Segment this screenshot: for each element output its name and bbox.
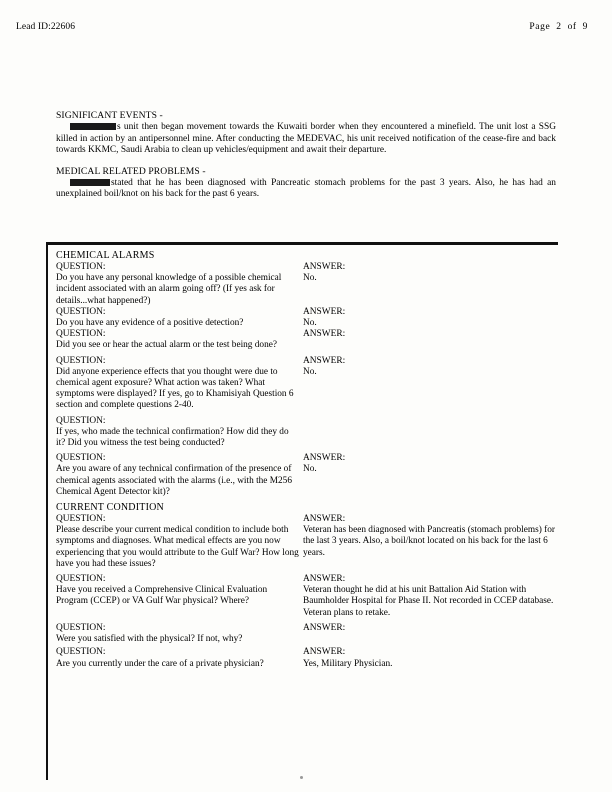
- qa-question-cell: [56, 514, 303, 570]
- medical-related-problems-heading: MEDICAL RELATED PROBLEMS -: [56, 165, 206, 177]
- answer-label: ANSWER:: [303, 622, 346, 633]
- answer-label: ANSWER:: [303, 355, 346, 366]
- qa-answer-cell: [303, 356, 561, 412]
- medical-related-problems-body: stated that he has been diagnosed with Pancreatic stomach problems for the past 3 years. Also, he has had an unexplained boil/knot on his back for the past 6 years.: [56, 177, 556, 200]
- question-text: Did you see or hear the actual alarm or the test being done?: [56, 340, 277, 351]
- question-label: QUESTION:: [56, 647, 106, 658]
- page-number: [529, 22, 588, 32]
- question-label: QUESTION:: [56, 574, 106, 585]
- qa-question-cell: [56, 307, 303, 329]
- qa-item: [56, 262, 561, 307]
- redaction-bar: [70, 123, 116, 130]
- qa-answer-cell: [303, 262, 561, 307]
- section-gap: [56, 157, 556, 166]
- answer-label: ANSWER:: [303, 453, 346, 464]
- significant-events-section: [56, 110, 556, 157]
- significant-events-body: s unit then began movement towards the Kuwaiti border when they encountered a minefield. The unit lost a SSG killed in action by an antipersonnel mine. After conducting the MEDEVAC, his unit received notification of the cease-fire and back towards KKMC, Saudi Arabia to clean up vehicles/equipment and await their departure.: [56, 122, 556, 156]
- question-label: QUESTION:: [56, 415, 106, 426]
- qa-item: [56, 574, 561, 619]
- answer-text: No.: [303, 366, 317, 377]
- qa-item: [56, 623, 561, 645]
- qa-question-cell: [56, 623, 303, 645]
- qa-item: [56, 647, 561, 669]
- answer-text: No.: [303, 273, 317, 284]
- answer-text: No.: [303, 318, 317, 329]
- qa-question-cell: [56, 453, 303, 498]
- qa-item: [56, 307, 561, 329]
- page-of-label: of: [567, 22, 577, 32]
- answer-label: ANSWER:: [303, 647, 346, 658]
- page-header: [0, 22, 612, 38]
- page-current: 2: [556, 22, 562, 32]
- answer-label: ANSWER:: [303, 262, 346, 272]
- question-text: Are you aware of any technical confirmation of the presence of chemical agents associated with the alarms (i.e., with the M256 Chemical Agent Detector kit)?: [56, 464, 292, 497]
- question-label: QUESTION:: [56, 622, 106, 633]
- lead-id: [16, 22, 75, 32]
- qa-question-cell: [56, 329, 303, 351]
- answer-label: ANSWER:: [303, 329, 346, 340]
- qa-question-cell: [56, 356, 303, 412]
- qa-question-cell: [56, 574, 303, 619]
- answer-text: No.: [303, 464, 317, 475]
- qa-item: [56, 356, 561, 412]
- qa-tables: [56, 250, 561, 670]
- qa-item: [56, 453, 561, 498]
- answer-label-empty: [303, 416, 561, 427]
- qa-question-cell: [56, 416, 303, 450]
- redaction-bar-2: [70, 179, 110, 186]
- qa-item: [56, 416, 561, 450]
- question-text: Do you have any evidence of a positive detection?: [56, 318, 244, 329]
- answer-label: ANSWER:: [303, 574, 346, 585]
- answer-text: Yes, Military Physician.: [303, 658, 393, 669]
- page-total: 9: [582, 22, 588, 32]
- question-label: QUESTION:: [56, 329, 106, 340]
- qa-answer-cell: [303, 329, 561, 351]
- question-text: Do you have any personal knowledge of a possible chemical incident associated with an alarm going off? (If yes ask for details...what happened?): [56, 273, 282, 306]
- qa-answer-cell: [303, 574, 561, 619]
- qa-answer-cell: [303, 647, 561, 669]
- answer-label: ANSWER:: [303, 306, 346, 317]
- answer-label: ANSWER:: [303, 514, 346, 525]
- lead-id-label: Lead ID:: [16, 22, 51, 32]
- question-label: QUESTION:: [56, 355, 106, 366]
- significant-events-heading: SIGNIFICANT EVENTS -: [56, 110, 163, 121]
- qa-answer-cell: [303, 307, 561, 329]
- question-text: If yes, who made the technical confirmation? How did they do it? Did you witness the test being conducted?: [56, 426, 289, 449]
- qa-question-cell: [56, 262, 303, 307]
- question-text: Did anyone experience effects that you thought were due to chemical agent exposure? What action was taken? What symptoms were displayed? If yes, go to Khamisiyah Question 6 section and complete questions 2-40.: [56, 366, 294, 411]
- question-text: Were you satisfied with the physical? If not, why?: [56, 634, 243, 645]
- qa-answer-cell: [303, 453, 561, 498]
- qa-answer-cell: [303, 514, 561, 570]
- narrative-sections: [56, 110, 556, 201]
- horizontal-divider: [46, 242, 558, 245]
- question-label: QUESTION:: [56, 453, 106, 464]
- chemical-alarms-title: CHEMICAL ALARMS: [56, 250, 155, 261]
- qa-question-cell: [56, 647, 303, 669]
- question-label: QUESTION:: [56, 262, 106, 272]
- answer-text: Veteran has been diagnosed with Pancreatis (stomach problems) for the last 3 years. Also, a boil/knot located on his back for the last 6 years.: [303, 525, 555, 558]
- question-text: Have you received a Comprehensive Clinical Evaluation Program (CCEP) or VA Gulf War physical? Where?: [56, 585, 268, 607]
- page-artifact-dot: [300, 776, 303, 779]
- qa-item: [56, 329, 561, 351]
- significant-events-text: [56, 122, 556, 157]
- qa-item: [56, 514, 561, 570]
- current-condition-title: CURRENT CONDITION: [56, 502, 164, 514]
- medical-related-problems-text: [56, 178, 556, 201]
- qa-answer-cell: [303, 416, 561, 450]
- medical-related-problems-section: [56, 166, 556, 201]
- question-text: Are you currently under the care of a private physician?: [56, 658, 264, 669]
- vertical-divider: [46, 242, 48, 780]
- page-label: Page: [529, 22, 551, 32]
- question-label: QUESTION:: [56, 306, 106, 317]
- question-text: Please describe your current medical condition to include both symptoms and diagnoses. What medical effects are you now experiencing that you would attribute to the Gulf War? How long have you had these issues?: [56, 525, 299, 569]
- question-label: QUESTION:: [56, 514, 106, 525]
- answer-text: Veteran thought he did at his unit Battalion Aid Station with Baumholder Hospital for Phase II. Not recorded in CCEP database. Veteran plans to retake.: [303, 585, 554, 618]
- lead-id-value: 22606: [50, 22, 76, 32]
- qa-answer-cell: [303, 623, 561, 645]
